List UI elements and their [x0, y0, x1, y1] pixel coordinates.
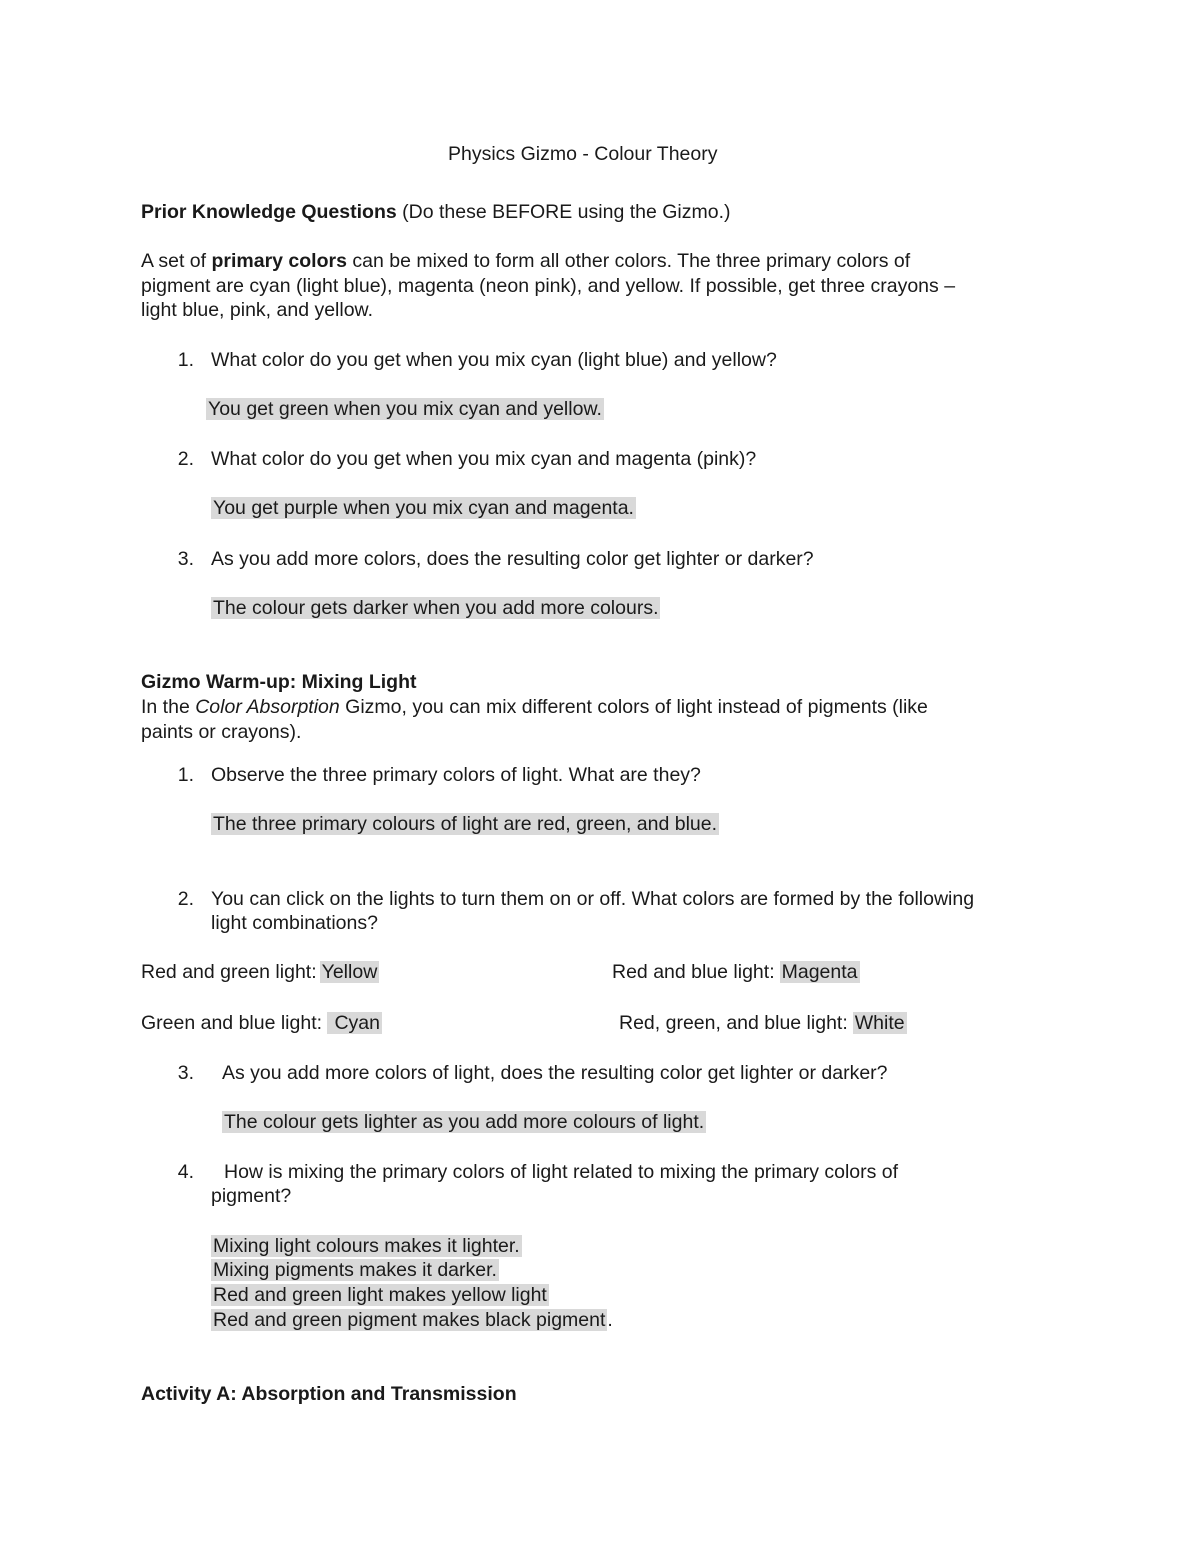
combo-answer[interactable]: White: [854, 1012, 905, 1034]
question-number: 1.: [177, 764, 194, 786]
answer-field[interactable]: Red and green pigment makes black pigment: [213, 1309, 606, 1331]
question-number: 3.: [177, 1062, 194, 1084]
prior-knowledge-note: (Do these BEFORE using the Gizmo.): [396, 201, 731, 223]
prior-question-1: What color do you get when you mix cyan (light blue) and yellow?: [211, 349, 777, 371]
combo-answer[interactable]: Yellow: [321, 961, 378, 983]
warmup-answer-4-line-1: [211, 1234, 522, 1258]
prior-answer-2: [211, 496, 636, 520]
warmup-question-2-line-2: light combinations?: [211, 912, 378, 934]
combo-label: Red, green, and blue light:: [619, 1012, 848, 1034]
prior-intro-text-b: can be mixed to form all other colors. The three primary colors of: [346, 250, 911, 272]
answer-field[interactable]: Mixing light colours makes it lighter.: [213, 1235, 520, 1257]
warmup-answer-4-line-2: [211, 1258, 499, 1282]
warmup-answer-1: [211, 812, 719, 836]
warmup-question-4-line-2: pigment?: [211, 1185, 292, 1207]
prior-question-2: What color do you get when you mix cyan and magenta (pink)?: [211, 448, 757, 470]
combo-answer[interactable]: Cyan: [329, 1012, 380, 1034]
question-number: 2.: [177, 448, 194, 470]
answer-field[interactable]: Red and green light makes yellow light: [213, 1284, 547, 1306]
answer-field[interactable]: Mixing pigments makes it darker.: [213, 1259, 497, 1281]
primary-colors-term: primary colors: [211, 250, 347, 272]
answer-field[interactable]: The colour gets darker when you add more colours.: [213, 597, 659, 619]
question-number: 4.: [177, 1161, 194, 1183]
combo-answer[interactable]: Magenta: [781, 961, 858, 983]
answer-field[interactable]: You get purple when you mix cyan and magenta.: [213, 497, 634, 519]
activity-a-heading: Activity A: Absorption and Transmission: [141, 1383, 517, 1405]
combo-red-green-blue: [619, 1011, 907, 1035]
combo-label: Red and green light:: [141, 961, 317, 983]
combo-red-green: [141, 960, 379, 984]
warmup-answer-3: [222, 1110, 706, 1134]
warmup-question-1: Observe the three primary colors of light. What are they?: [211, 764, 701, 786]
prior-question-3: As you add more colors, does the resulting color get lighter or darker?: [211, 548, 814, 570]
prior-knowledge-heading-line: [141, 200, 731, 224]
prior-intro-text-a: A set of: [141, 250, 212, 272]
answer-field[interactable]: You get green when you mix cyan and yellow.: [208, 398, 602, 420]
warmup-answer-4-line-3: [211, 1283, 549, 1307]
warmup-intro-line-1: [141, 695, 928, 719]
warmup-intro-line-2: paints or crayons).: [141, 721, 302, 743]
prior-answer-3: [211, 596, 660, 620]
warmup-question-4-line-1: How is mixing the primary colors of light related to mixing the primary colors of: [224, 1161, 899, 1183]
question-number: 2.: [177, 888, 194, 910]
gizmo-name: Color Absorption: [195, 696, 340, 718]
answer-field[interactable]: The colour gets lighter as you add more colours of light.: [224, 1111, 705, 1133]
prior-intro-line-2: pigment are cyan (light blue), magenta (neon pink), and yellow. If possible, get three crayons –: [141, 275, 956, 297]
combo-green-blue: [141, 1011, 382, 1035]
warmup-question-2-line-1: You can click on the lights to turn them on or off. What colors are formed by the following: [211, 888, 975, 910]
trailing-period: .: [607, 1309, 613, 1331]
warmup-heading: Gizmo Warm-up: Mixing Light: [141, 671, 417, 693]
page-title: Physics Gizmo - Colour Theory: [448, 143, 718, 165]
answer-field[interactable]: The three primary colours of light are red, green, and blue.: [213, 813, 718, 835]
prior-knowledge-heading: Prior Knowledge Questions: [141, 201, 397, 223]
prior-intro-line-3: light blue, pink, and yellow.: [141, 299, 373, 321]
warmup-intro-text-a: In the: [141, 696, 196, 718]
question-number: 1.: [177, 349, 194, 371]
combo-red-blue: [612, 960, 860, 984]
prior-answer-1: [206, 397, 604, 421]
question-number: 3.: [177, 548, 194, 570]
warmup-answer-4-line-4: [211, 1308, 613, 1332]
warmup-intro-text-b: Gizmo, you can mix different colors of light instead of pigments (like: [339, 696, 928, 718]
combo-label: Red and blue light:: [612, 961, 775, 983]
combo-label: Green and blue light:: [141, 1012, 323, 1034]
prior-intro-line-1: [141, 249, 910, 273]
warmup-question-3: As you add more colors of light, does the resulting color get lighter or darker?: [222, 1062, 888, 1084]
